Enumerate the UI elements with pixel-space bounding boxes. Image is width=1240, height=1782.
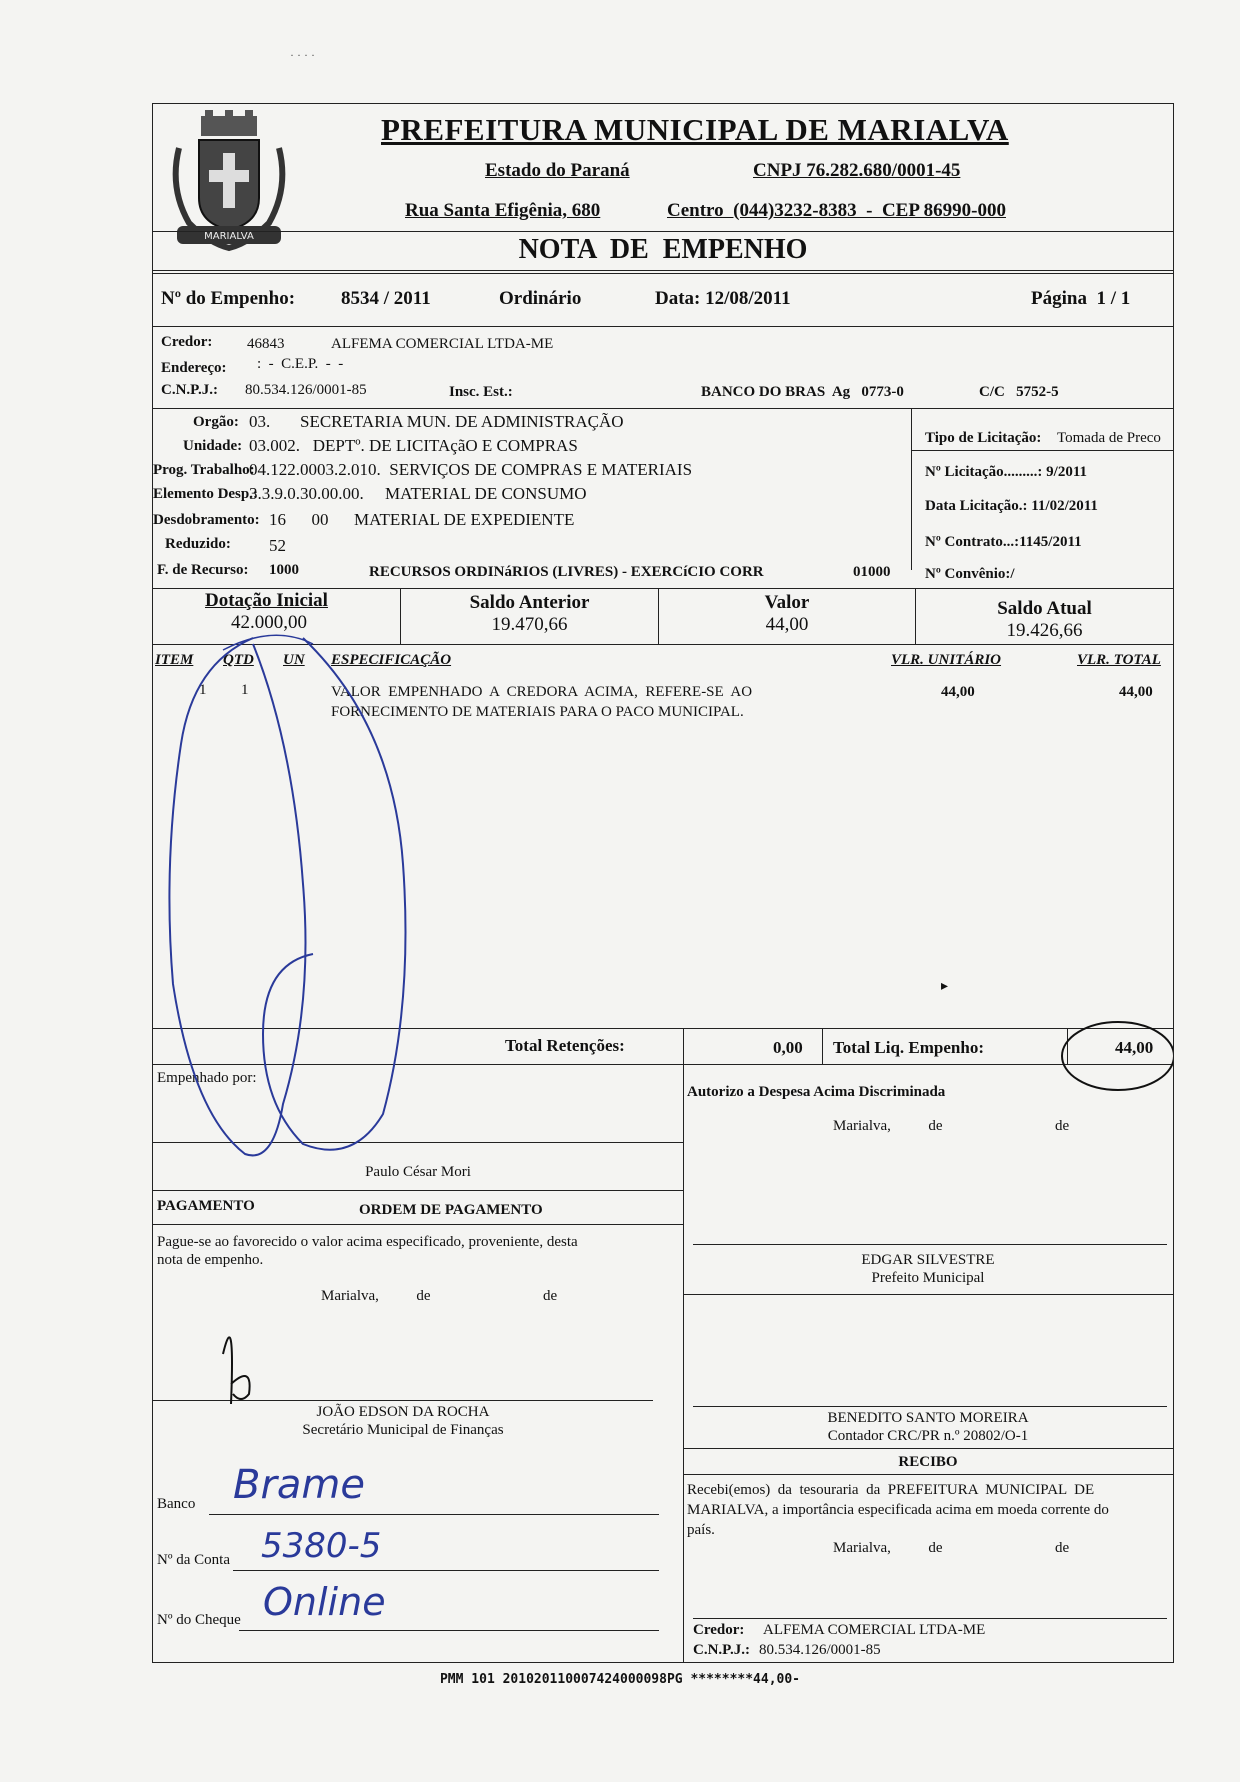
pagamento-local-data: Marialva, de de <box>321 1288 558 1304</box>
item-unit-value: 44,00 <box>941 684 975 700</box>
retencoes-value: 0,00 <box>773 1038 803 1057</box>
banco-handwritten: Brame <box>233 1462 365 1508</box>
item-number: 1 <box>199 682 207 698</box>
recurso-number: 01000 <box>853 564 891 580</box>
nota-de-empenho-form <box>152 103 1174 1663</box>
prefeito-name: EDGAR SILVESTRE <box>861 1252 995 1268</box>
pagamento-text-line1: Pague-se ao favorecido o valor acima especificado, proveniente, desta <box>157 1234 578 1250</box>
dotacao-label: Dotação Inicial <box>205 590 328 611</box>
saldo-anterior-label: Saldo Anterior <box>469 592 590 613</box>
col-un: UN <box>283 652 305 668</box>
prog-label: Prog. Trabalho: <box>153 462 255 478</box>
contador-name: BENEDITO SANTO MOREIRA <box>827 1410 1029 1426</box>
autorizo-local-data: Marialva, de de <box>833 1118 1070 1134</box>
recibo-text-line3: país. <box>687 1522 715 1538</box>
cnpj-label: CNPJ 76.282.680/0001-45 <box>753 160 961 181</box>
empenhado-label: Empenhado por: <box>157 1070 257 1086</box>
recibo-credor-name: ALFEMA COMERCIAL LTDA-ME <box>763 1622 986 1638</box>
saldo-anterior-value: 19.470,66 <box>491 614 568 635</box>
credor-name: ALFEMA COMERCIAL LTDA-ME <box>331 336 554 352</box>
insc-label: Insc. Est.: <box>449 384 513 400</box>
licitacao-number: Nº Licitação.........: 9/2011 <box>925 464 1088 480</box>
footer-code: PMM 101 201020110007424000098PG ********44,00- <box>439 1672 801 1687</box>
empenho-date: Data: 12/08/2011 <box>655 288 791 309</box>
empenhado-name: Paulo César Mori <box>365 1164 471 1180</box>
saldo-atual-label: Saldo Atual <box>997 598 1092 619</box>
unidade-label: Unidade: <box>183 438 243 454</box>
recibo-credor-label: Credor: <box>693 1622 745 1638</box>
conta-corrente: C/C 5752-5 <box>979 384 1059 400</box>
empenho-number: 8534 / 2011 <box>341 288 431 309</box>
tipo-licitacao-value: Tomada de Preco <box>1057 430 1161 446</box>
valor-value: 44,00 <box>765 614 809 635</box>
item-desc-line1: VALOR EMPENHADO A CREDORA ACIMA, REFERE-SE AO <box>331 684 753 700</box>
licitacao-date: Data Licitação.: 11/02/2011 <box>925 498 1098 514</box>
scan-mark: · · · · <box>290 48 315 62</box>
convenio-number: Nº Convênio:/ <box>925 566 1015 582</box>
col-item: ITEM <box>155 652 194 668</box>
orgao-value: 03. SECRETARIA MUN. DE ADMINISTRAÇÃO <box>249 412 624 431</box>
item-desc-line2: FORNECIMENTO DE MATERIAIS PARA O PACO MUNICIPAL. <box>331 704 744 720</box>
banco-label: Banco <box>157 1496 196 1512</box>
item-qtd: 1 <box>241 682 249 698</box>
elemento-value: 3.3.9.0.30.00.00. MATERIAL DE CONSUMO <box>249 484 587 503</box>
recurso-label: F. de Recurso: <box>157 562 249 578</box>
col-especificacao: ESPECIFICAÇÃO <box>331 652 452 668</box>
endereco-value: : - C.E.P. - - <box>257 356 344 372</box>
cheque-handwritten: Online <box>263 1580 386 1624</box>
recibo-cnpj-value: 80.534.126/0001-85 <box>759 1642 881 1658</box>
liq-value: 44,00 <box>1115 1038 1154 1057</box>
prog-value: 04.122.0003.2.010. SERVIÇOS DE COMPRAS E MATERIAIS <box>249 460 693 479</box>
saldo-atual-value: 19.426,66 <box>1006 620 1083 641</box>
valor-label: Valor <box>764 592 810 613</box>
page-title: PREFEITURA MUNICIPAL DE MARIALVA <box>381 112 1009 147</box>
autorizo-label: Autorizo a Despesa Acima Discriminada <box>687 1084 946 1100</box>
desdobramento-label: Desdobramento: <box>153 512 260 528</box>
cheque-label: Nº do Cheque <box>157 1612 241 1628</box>
reduzido-label: Reduzido: <box>165 536 231 552</box>
pagamento-label: PAGAMENTO <box>157 1198 255 1214</box>
recurso-desc: RECURSOS ORDINáRIOS (LIVRES) - EXERCíCIO CORR <box>369 564 764 580</box>
recibo-text-line1: Recebi(emos) da tesouraria da PREFEITURA MUNICIPAL DE <box>687 1482 1095 1498</box>
recibo-title: RECIBO <box>898 1454 958 1470</box>
cnpj-credor-label: C.N.P.J.: <box>161 382 218 398</box>
conta-label: Nº da Conta <box>157 1552 230 1568</box>
contrato-number: Nº Contrato...:1145/2011 <box>925 534 1082 550</box>
secretario-cargo: Secretário Municipal de Finanças <box>302 1422 504 1438</box>
banco-info: BANCO DO BRAS Ag 0773-0 <box>701 384 904 400</box>
empenho-number-label: Nº do Empenho: <box>161 288 296 309</box>
desdobramento-value: 16 00 MATERIAL DE EXPEDIENTE <box>269 510 575 529</box>
endereco-label: Endereço: <box>161 360 227 376</box>
conta-handwritten: 5380-5 <box>261 1526 382 1566</box>
secretario-name: JOÃO EDSON DA ROCHA <box>316 1404 490 1420</box>
unidade-value: 03.002. DEPTº. DE LICITAçãO E COMPRAS <box>249 436 578 455</box>
col-qtd: QTD <box>223 652 254 668</box>
cnpj-credor-value: 80.534.126/0001-85 <box>245 382 367 398</box>
street-label: Rua Santa Efigênia, 680 <box>405 200 601 221</box>
scan-mark: ▸ <box>941 979 949 994</box>
state-label: Estado do Paraná <box>485 160 630 181</box>
reduzido-value: 52 <box>269 536 286 555</box>
elemento-label: Elemento Desp.: <box>153 486 258 502</box>
address-label: Centro (044)3232-8383 - CEP 86990-000 <box>667 200 1006 221</box>
recibo-text-line2: MARIALVA, a importância especificada acima em moeda corrente do <box>687 1502 1109 1518</box>
orgao-label: Orgão: <box>193 414 239 430</box>
dotacao-value: 42.000,00 <box>231 612 307 633</box>
contador-cargo: Contador CRC/PR n.º 20802/O-1 <box>827 1428 1029 1444</box>
ordem-pagamento-label: ORDEM DE PAGAMENTO <box>359 1202 543 1218</box>
liq-label: Total Liq. Empenho: <box>833 1038 984 1057</box>
credor-label: Credor: <box>161 334 213 350</box>
pagamento-text-line2: nota de empenho. <box>157 1252 264 1268</box>
document-title: NOTA DE EMPENHO <box>518 234 808 265</box>
page-number: Página 1 / 1 <box>1031 288 1131 309</box>
recurso-code: 1000 <box>269 562 299 578</box>
tipo-licitacao-label: Tipo de Licitação: <box>925 430 1042 446</box>
recibo-local-data: Marialva, de de <box>833 1540 1070 1556</box>
col-vlr-unitario: VLR. UNITÁRIO <box>891 652 1002 668</box>
empenho-type: Ordinário <box>499 288 582 309</box>
retencoes-label: Total Retenções: <box>505 1036 625 1055</box>
item-total-value: 44,00 <box>1119 684 1153 700</box>
prefeito-cargo: Prefeito Municipal <box>871 1270 985 1286</box>
credor-code: 46843 <box>247 336 285 352</box>
recibo-cnpj-label: C.N.P.J.: <box>693 1642 750 1658</box>
svg-text:MARIALVA: MARIALVA <box>204 231 254 242</box>
col-vlr-total: VLR. TOTAL <box>1077 652 1161 668</box>
